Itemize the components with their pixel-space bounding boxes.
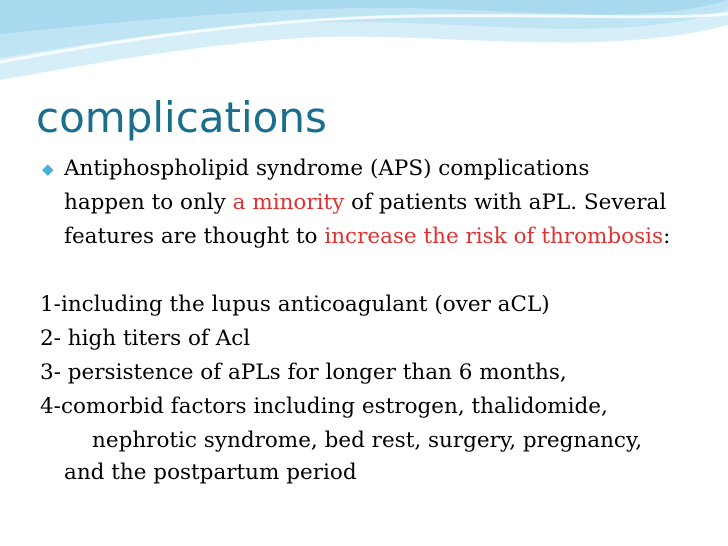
list-item-continuation: and the postpartum period — [64, 460, 357, 485]
bullet-line-3 — [44, 220, 724, 254]
bullet-line-2 — [44, 186, 724, 220]
list-item: 2- high titers of Acl — [40, 326, 251, 351]
bullet-line-1: Antiphospholipid syndrome (APS) complications — [64, 156, 590, 181]
bullet-line-3-pre: features are thought to — [64, 224, 318, 249]
slide-title: complications — [36, 93, 327, 142]
bullet-line-2-pre: happen to only — [64, 190, 226, 215]
list-item: 1-including the lupus anticoagulant (over aCL) — [40, 292, 550, 317]
list-item: 4-comorbid factors including estrogen, thalidomide, — [40, 394, 608, 419]
slide-body — [40, 152, 724, 488]
highlight-minority: a minority — [232, 190, 345, 215]
highlight-thrombosis-risk: increase the risk of thrombosis — [324, 224, 664, 249]
spacer — [44, 254, 724, 288]
bullet-line-3-post: : — [663, 224, 671, 249]
list-item-continuation: nephrotic syndrome, bed rest, surgery, pregnancy, — [92, 428, 643, 453]
bullet-line-2-post: of patients with aPL. Several — [351, 190, 667, 215]
bullet-icon: ◆ — [42, 160, 54, 178]
bullet-paragraph — [44, 152, 724, 186]
list-item: 3- persistence of aPLs for longer than 6 months, — [40, 360, 567, 385]
header-wave-decoration — [0, 0, 728, 90]
